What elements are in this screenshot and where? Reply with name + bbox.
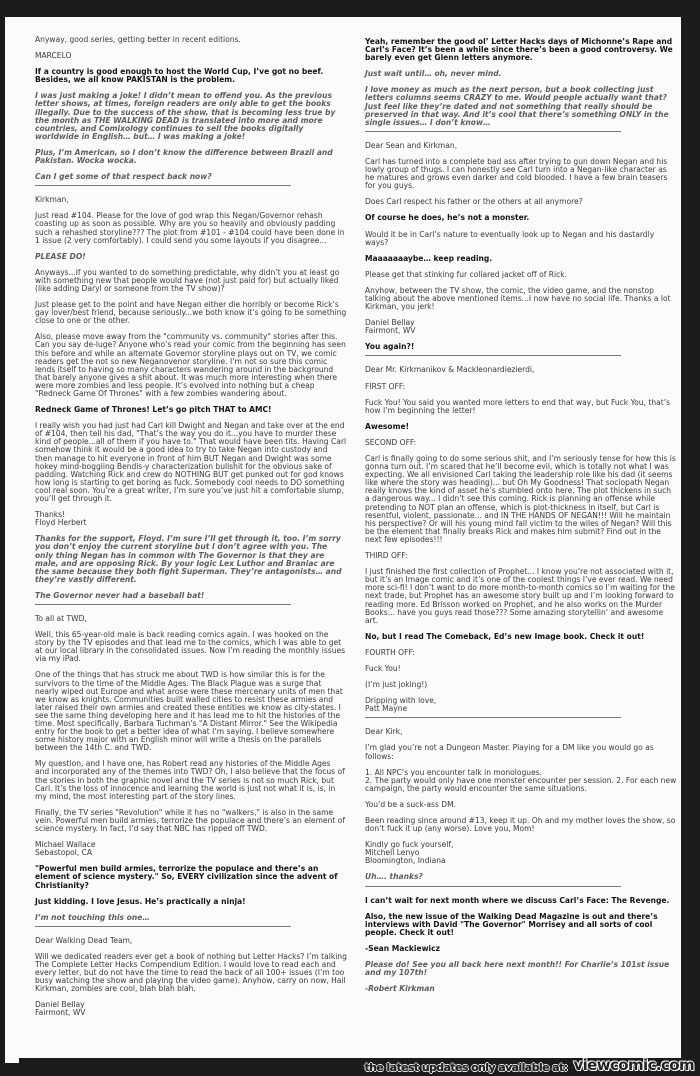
letter-paragraph: Kirkman, (35, 195, 69, 205)
letter-paragraph: Dear Walking Dead Team, (35, 935, 133, 945)
letter-paragraph: FIRST OFF: (365, 381, 406, 391)
kirkman-reply: PLEASE DO! (35, 251, 86, 261)
letter-paragraph: THIRD OFF: (365, 551, 408, 561)
letter-paragraph: Daniel Bellay Fairmont, WV (35, 1000, 86, 1018)
page-paper-edge (5, 17, 19, 1063)
section-divider (365, 717, 621, 718)
letter-paragraph: Fuck You! (365, 663, 401, 673)
watermark-prefix: the latest updates only available at: (364, 1061, 568, 1074)
kirkman-reply: The Governor never had a baseball bat! (35, 590, 205, 600)
kirkman-reply: Thanks for the support, Floyd. I’m sure I’ll get through it, too. I’m sorry you don’t enjoy the current storyline but I don’t agree with you. The only thing Negan has in common with The Governor is that they are male, and are opposing Rick. By your logic Lex Luthor and Braniac are the same because they both fight Superman. They’re antagonists… and they’re vastly different. (35, 534, 342, 584)
kirkman-reply: Plus, I’m American, so I don’t know the difference between Brazil and Pakistan. Wocka wocka. (35, 147, 333, 166)
section-divider (35, 185, 291, 186)
editor-reply: Also, the new issue of the Walking Dead Magazine is out and there’s interviews with David "The Governor" Morrisey and all sorts of cool people. Check it out! (365, 911, 658, 937)
letter-paragraph: Carl has turned into a complete bad ass after trying to gun down Negan and his lowly group of thugs. I can honestly see Carl turn into a Negan-like character as he matures and grows even darker and cold blooded. I have a few brain teasers for you guys. (365, 156, 668, 191)
letter-paragraph: You’d be a suck-ass DM. (365, 799, 457, 809)
letter-paragraph: Dripping with love, Patt Mayne (365, 696, 437, 714)
right-column (365, 38, 677, 1001)
letter-paragraph: Anyway, good series, getting better in recent editions. (35, 35, 241, 44)
section-divider (35, 926, 291, 927)
letter-paragraph: Just read #104. Please for the love of god wrap this Negan/Governor rehash coasting up as soon as possible. Why are you so heavily and obviously padding such a rehashed storyline??? The plot from #101 - #104 could have been done in 1 issue (2 very comfortably). I could send you some layouts if you disagree... (35, 211, 345, 245)
editor-reply: If a country is good enough to host the World Cup, I’ve got no beef. Besides, we all know PAKISTAN is the problem. (35, 67, 324, 85)
letter-paragraph: Dear Kirk, (365, 727, 403, 737)
editor-reply: You again?! (365, 342, 415, 352)
watermark-site: viewcomic.com (573, 1056, 694, 1074)
editor-reply: Just kidding. I love Jesus. He’s practically a ninja! (35, 896, 246, 906)
letter-paragraph: My question, and I have one, has Robert read any histories of the Middle Ages and incorporated any of the themes into TWD? Oh, I also believe that the focus of the stories in both the graphic novel and the TV series is not so much Rick, but Carl. It’s the loss of innocence and learning the world is just not what it is, is, in my mind, the most interesting part of the story lines. (35, 759, 345, 801)
letter-paragraph: To all at TWD, (35, 613, 87, 623)
letter-paragraph: Dear Sean and Kirkman, (365, 140, 458, 150)
letter-paragraph: SECOND OFF: (365, 437, 417, 447)
letter-paragraph: Carl is finally going to do some serious shit, and I’m seriously tense for how this is gonna turn out. I’m scared that he’ll become evil, which is totally not what I was expecting. We all envisioned Carl taking the leadership role like his dad (it seems like where the story was heading)... but Oh My Goodness! That sociopath Negan really knows the kind of asset he’s stumbled onto here. The plot thickens in such a dangerous way... I didn’t see this coming. Rick is planning an offense while pretending to NOT plan an offense, which is plot-thickness in itself, but Carl is resentful, violent, passionate... and IN THE HANDS OF NEGAN!!! Will he maintain his perspective? Or will his young mind fall victim to the wiles of Negan? Will this be the element that finally breaks Rick and makes him submit? Find out in the next few episodes!!! (365, 454, 676, 544)
kirkman-reply: -Robert Kirkman (365, 984, 435, 994)
kirkman-reply: Just wait until… oh, never mind. (365, 69, 502, 79)
editor-reply: Redneck Game of Thrones! Let’s go pitch THAT to AMC! (35, 405, 272, 415)
letter-paragraph: One of the things that has struck me about TWD is how similar this is for the survivors to the time of the Middle Ages. The Black Plague was a surge that nearly wiped out Europe and what arose were these mercenary units of men that we know as knights. Communities built walled cities to resist these armies and later raised their own armies and created these entities we know as city-states. I see the same thing developing here and it has lead me to hit the histories of the time. Most specifically, Barbara Tuchman’s "A Distant Mirror." See the Wikipedia entry for the book to get a better idea of what I’m saying. I believe somewhere some history major with an English minor will write a thesis on the parallels between the 14th C. and TWD. (35, 670, 343, 753)
letter-paragraph: Fuck You! You said you wanted more letters to end that way, but Fuck You, that’s how I’m beginning the letter! (365, 397, 671, 415)
letter-paragraph: I just finished the first collection of Prophet... I know you’re not associated with it, but it’s an Image comic and it’s one of the coolest things I’ve ever read. We need more sci-fi! I don’t want to do more month-to-month comics so I’m waiting for the next trade, but Prophet has an awesome story built up and I’m looking forward to reading more. Ed Brisson worked on Prophet, and he also works on the Murder Books... have you guys read those??? Some amazing storytellin’ and awesome art. (365, 567, 675, 625)
letter-paragraph: Been reading since around #13, keep it up. Oh and my mother loves the show, so don’t fuck it up (any worse). Love you, Mom! (365, 816, 676, 834)
kirkman-reply: I love money as much as the next person, but a book collecting just letters columns seems CRAZY to me. Would people actually want that? Just feel like they’re dated and not something that really should be preserved in that way. And it’s cool that there’s something ONLY in the single issues… I don’t know… (365, 85, 669, 127)
kirkman-reply: Can I get some of that respect back now? (35, 172, 212, 182)
letter-paragraph: Anyhow, between the TV show, the comic, the video game, and the nonstop talking about the above mentioned items...I now have no social life. Thanks a lot Kirkman, you jerk! (365, 285, 671, 312)
watermark (364, 1058, 694, 1074)
editor-reply: -Sean Mackiewicz (365, 943, 441, 953)
section-divider (365, 355, 621, 356)
letter-paragraph: Daniel Bellay Fairmont, WV (365, 318, 416, 336)
editor-reply: Awesome! (365, 421, 410, 431)
kirkman-reply: Uh…. thanks? (365, 872, 423, 882)
kirkman-reply: I was just making a joke! I didn’t mean to offend you. As the previous letter shows, at times, foreign readers are only able to get the books illegally. Due to the success of the show, that is becoming less true by the month as THE WALKING DEAD is translated into more and more countries, and Comixology continues to sell the books digitally worldwide in English… but… I was making a joke! (35, 91, 336, 141)
letter-paragraph: Also, please move away from the "community vs. community" stories after this. Can you say de-luge? Anyone who’s read your comic from the beginning has seen this before and while an alternate Governor storyline plays out on TV, we comic readers get the not so new Neganovenor storyline. I’m not so sure this comic lends itself to having so many characters wandering around in the background that barely anyone gives a shit about. It was much more interesting when there were more zombies and less people. It’s evolved into nothing but a cheap "Redneck Game Of Thrones" with a few zombies wandering about. (35, 332, 346, 398)
section-divider (365, 886, 621, 887)
letter-paragraph: FOURTH OFF: (365, 647, 415, 657)
editor-reply: I can’t wait for next month where we discuss Carl’s Face: The Revenge. (365, 895, 670, 905)
letter-paragraph: MARCELO (35, 51, 72, 61)
editor-reply: Yeah, remember the good ol’ Letter Hacks days of Michonne’s Rape and Carl’s Face? It’s been a while since there’s been a good controversy. We barely even get Glenn letters anymore. (365, 37, 673, 63)
kirkman-reply: Please do! See you all back here next month!! For Charlie’s 101st issue and my 107th! (365, 960, 670, 978)
letter-paragraph: 1. All NPC’s you encounter talk in monologues. 2. The party would only have one monster encounter per session. 2. For each new campaign, the party would encounter the same situations. (365, 767, 677, 793)
left-column (35, 36, 347, 1026)
editor-reply: No, but I read The Comeback, Ed’s new Image book. Check it out! (365, 631, 645, 641)
editor-reply: Of course he does, he’s not a monster. (365, 213, 530, 223)
letter-paragraph: Just please get to the point and have Negan either die horribly or become Rick’s gay lover/best friend, because seriously...we both know it’s going to be something close to one or the other. (35, 300, 347, 326)
editor-reply: Maaaaaaaybe… keep reading. (365, 253, 493, 263)
letter-paragraph: Michael Wallace Sebastopol, CA (35, 840, 96, 858)
letter-paragraph: Will we dedicated readers ever get a book of nothing but Letter Hacks? I’m talking The Complete Letter Hacks Compendium Edition. I would love to read each and every letter, but do not have the time to read the back of all 100+ issues (I’m too busy watching the show and playing the video game). Anyhow, carry on now, Hail Kirkman, zombies are cool, blah blah blah. (35, 951, 347, 994)
letter-paragraph: Dear Mr. Kirkmanikov & Mackleonardiezierdi, (365, 365, 535, 375)
letter-paragraph: Well, this 65-year-old male is back reading comics again. I was hooked on the story by the TV episodes and that lead me to the comics, which I was able to get at our local library in the consolidated issues. Now I’m reading the monthly issues via my iPad. (35, 630, 346, 664)
section-divider (35, 604, 291, 605)
letter-paragraph: Please get that stinking fur collared jacket off of Rick. (365, 269, 568, 279)
letter-paragraph: Anyways...if you wanted to do something predictable, why didn’t you at least go with something new that people would have (not just paid for) but actually liked (like adding Daryl or someone from the TV show)? (35, 267, 340, 293)
letter-paragraph: Does Carl respect his father or the others at all anymore? (365, 197, 583, 207)
letter-paragraph: Finally, the TV series "Revolution" while it has no "walkers," is also in the same vein. Powerful men build armies, terrorize the populace and there’s an element of science mystery. In fact, I’d say that NBC has ripped off TWD. (35, 807, 345, 834)
letter-paragraph: Thanks! Floyd Herbert (35, 510, 87, 528)
letter-paragraph: I’m glad you’re not a Dungeon Master. Playing for a DM like you would go as follows: (365, 743, 654, 761)
letter-paragraph: Would it be in Carl’s nature to eventually look up to Negan and his dastardly ways? (365, 229, 655, 247)
letter-paragraph: Kindly go fuck yourself, Mitchell Lenyo Bloomington, Indiana (365, 840, 454, 866)
letter-paragraph: I really wish you had just had Carl kill Dwight and Negan and take over at the end of #104, then tell his dad, "That’s the way you do it...you have to murder these kind of people...all of them if you have to." That would have been tits. Having Carl somehow think it would be a good idea to try to take Negan into custody and then manage to hit everyone in front of him BUT Negan and Dwight was some hokey mind-boggling Bendis-y characterization bullshit for the obvious sake of padding. Watching Rick and crew do NOTHING BUT get punked out for god knows how long is starting to get boring as fuck. Somebody cool needs to DO something cool real soon. You’re a great writer, I’m sure you’ve just hit a comfortable slump, you’ll get through it. (35, 421, 347, 504)
letter-paragraph: (I’m just joking!) (365, 680, 428, 690)
editor-reply: "Powerful men build armies, terrorize the populace and there’s an element of science mystery." So, EVERY civilization since the advent of Christianity? (35, 864, 338, 890)
section-divider (365, 131, 621, 132)
kirkman-reply: I’m not touching this one… (35, 912, 150, 922)
